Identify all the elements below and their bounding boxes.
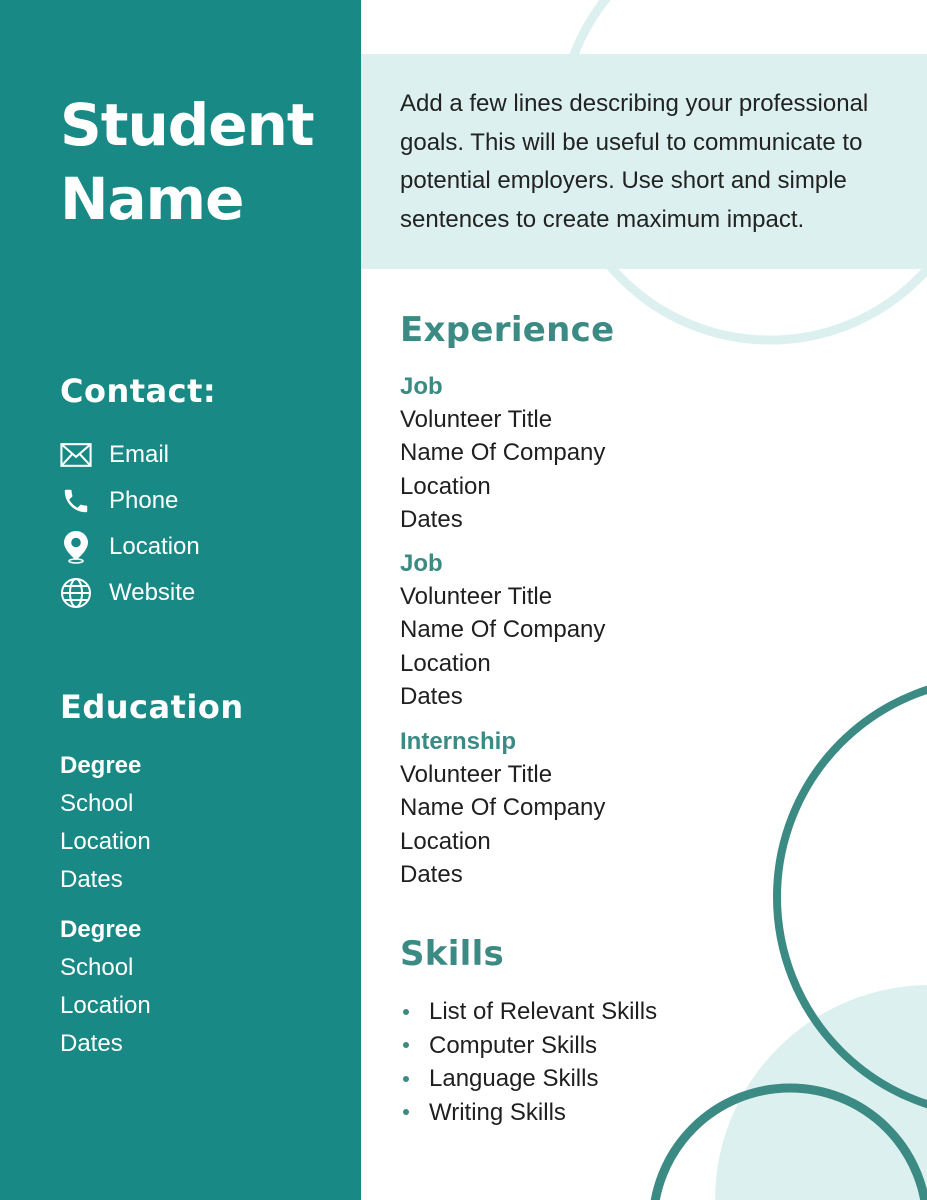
experience-type: Job (400, 373, 443, 400)
experience-title: Volunteer Title (400, 406, 553, 434)
skill-item (400, 1096, 657, 1130)
experience-title: Volunteer Title (400, 761, 553, 789)
contact-location (60, 524, 200, 570)
experience-entry (400, 547, 605, 713)
education-degree: Degree (60, 752, 142, 779)
education-location: Location (60, 992, 151, 1019)
experience-company: Name Of Company (400, 794, 606, 822)
education-location: Location (60, 828, 151, 855)
experience-entry (400, 370, 605, 536)
education-heading: Education (60, 688, 244, 726)
student-name (60, 88, 314, 236)
education-school: School (60, 790, 134, 817)
education-entry (60, 911, 151, 1063)
bullet-icon (403, 1109, 409, 1115)
experience-type: Internship (400, 728, 517, 755)
bullet-icon (403, 1042, 409, 1048)
experience-type: Job (400, 550, 443, 577)
bullet-icon (403, 1076, 409, 1082)
bottom-filled-circle (715, 985, 927, 1200)
experience-title: Volunteer Title (400, 583, 553, 611)
skill-label: List of Relevant Skills (429, 998, 658, 1025)
globe-icon (60, 577, 92, 609)
contact-email (60, 432, 200, 478)
contact-phone (60, 478, 200, 524)
experience-dates: Dates (400, 505, 463, 533)
summary-box (361, 54, 927, 269)
contact-email-label: Email (109, 441, 170, 468)
contact-list (60, 432, 200, 616)
skill-label: Computer Skills (429, 1031, 598, 1059)
right-large-ring (777, 679, 927, 1115)
skill-item (400, 1062, 657, 1096)
name-line-1: Student (60, 91, 314, 159)
skill-item (400, 995, 657, 1029)
experience-company: Name Of Company (400, 439, 606, 467)
experience-dates: Dates (400, 860, 463, 888)
name-line-2: Name (60, 165, 244, 233)
bullet-icon (403, 1009, 409, 1015)
experience-location: Location (400, 827, 491, 855)
education-entry (60, 747, 151, 899)
skills-heading: Skills (400, 934, 505, 974)
sidebar (0, 0, 361, 1200)
education-school: School (60, 954, 134, 981)
contact-heading: Contact: (60, 372, 217, 410)
summary-text: Add a few lines describing your professional goals. This will be useful to communicate to potential employers. Use short and simple sentences to create maximum impact. (400, 90, 869, 233)
education-degree: Degree (60, 916, 142, 943)
education-dates: Dates (60, 866, 123, 893)
experience-entry (400, 725, 605, 891)
experience-heading: Experience (400, 310, 615, 350)
contact-phone-label: Phone (109, 487, 179, 514)
phone-icon (60, 485, 92, 517)
skill-label: Writing Skills (429, 1098, 566, 1126)
contact-website (60, 570, 200, 616)
education-dates: Dates (60, 1030, 123, 1057)
contact-website-label: Website (109, 579, 196, 606)
experience-company: Name Of Company (400, 616, 606, 644)
skill-label: Language Skills (429, 1065, 599, 1092)
experience-location: Location (400, 472, 491, 500)
location-pin-icon (60, 531, 92, 563)
contact-location-label: Location (109, 533, 200, 560)
experience-dates: Dates (400, 682, 463, 710)
experience-location: Location (400, 649, 491, 677)
skills-list (400, 995, 657, 1129)
envelope-icon (60, 439, 92, 471)
skill-item (400, 1029, 657, 1063)
bottom-small-ring (653, 1088, 927, 1200)
